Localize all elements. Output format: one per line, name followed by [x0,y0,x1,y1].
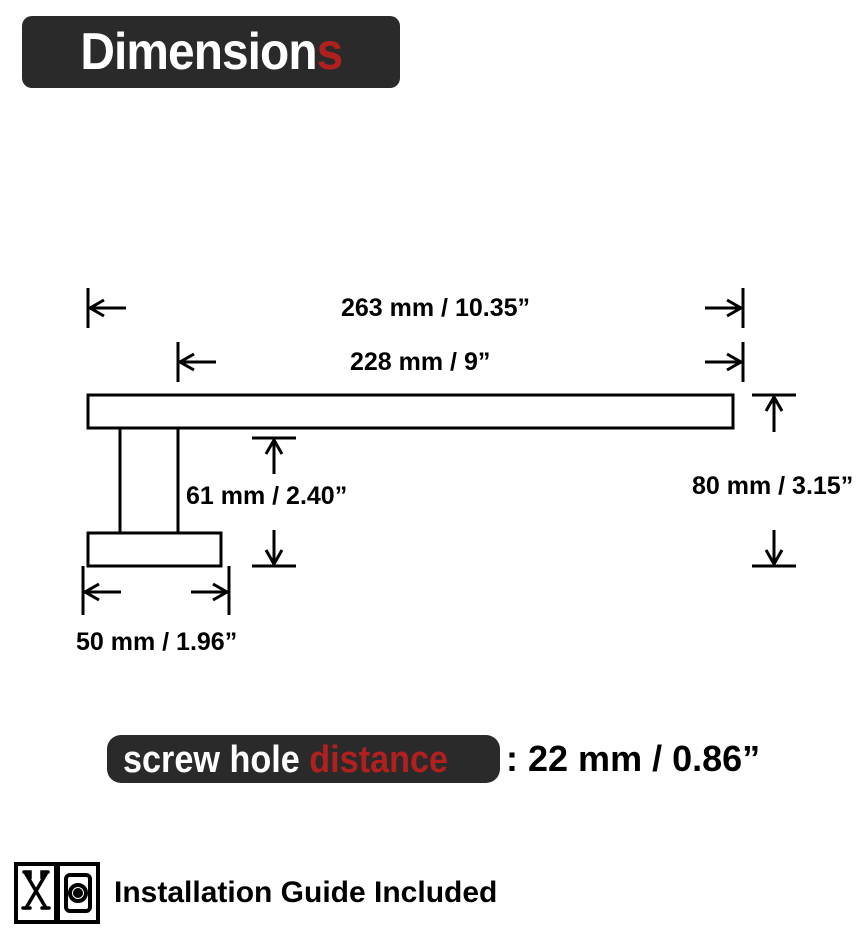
dimension-label-height: 80 mm / 3.15” [692,472,854,500]
dimension-label-base-width: 50 mm / 1.96” [76,628,238,656]
product-base-plate [88,533,221,566]
installation-guide-row [14,862,497,924]
screw-hole-distance-row [0,735,867,783]
page-title [80,23,342,81]
screw-label-main: screw hole [122,739,310,781]
screw-hole-distance-badge [107,735,500,783]
manual-tools-icon [14,862,102,924]
screw-hole-distance-value [506,738,760,780]
screw-label-colon: : [506,738,518,779]
dimension-label-overall-length: 263 mm / 10.35” [341,294,531,322]
screw-value-text: 22 mm / 0.86” [528,738,761,779]
page-title-accent: s [316,23,342,81]
page-title-main: Dimension [80,23,317,81]
dimension-label-inner-length: 228 mm / 9” [350,348,491,376]
installation-guide-label: Installation Guide Included [114,876,498,909]
dimension-diagram [0,250,867,690]
product-top-rail [88,395,733,428]
dimension-label-depth: 61 mm / 2.40” [186,482,348,510]
screw-label-accent: distance [309,739,448,781]
page-title-badge [22,16,400,88]
